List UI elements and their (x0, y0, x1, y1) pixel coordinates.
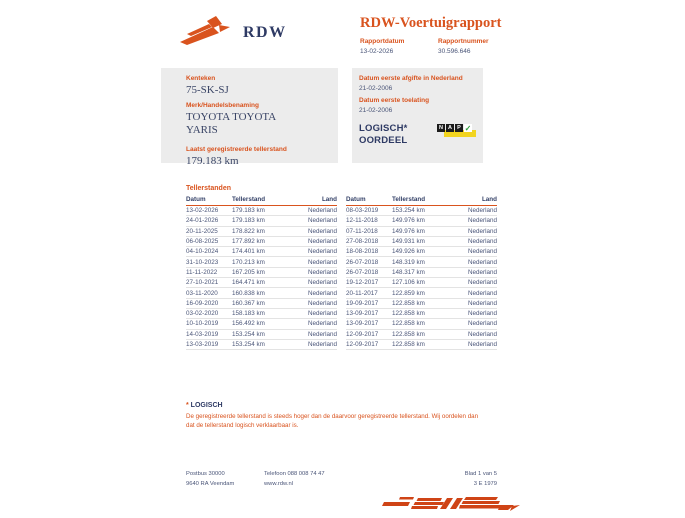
table-cell: 12-11-2018 (346, 216, 392, 226)
laatste-tellerstand-value: 179.183 km (186, 155, 239, 167)
nap-check-icon: ✓ (464, 123, 472, 133)
table-cell: 12-09-2017 (346, 339, 392, 349)
table-cell: 158.183 km (232, 308, 292, 318)
afgifte-label: Datum eerste afgifte in Nederland (359, 75, 463, 82)
registration-info-box (352, 68, 483, 163)
table-cell: 178.822 km (232, 226, 292, 236)
table-cell: 149.976 km (392, 216, 452, 226)
table-row (186, 308, 337, 318)
table-cell: 122.858 km (392, 329, 452, 339)
table-cell: Nederland (452, 319, 497, 329)
table-row (346, 319, 497, 329)
rdw-logo (179, 13, 287, 52)
nap-letter-n: N (437, 124, 445, 132)
table-cell: 170.213 km (232, 257, 292, 267)
table-cell: Nederland (452, 206, 497, 216)
table-cell: 19-09-2017 (346, 298, 392, 308)
table-cell: Nederland (292, 319, 337, 329)
table-cell: 167.205 km (232, 267, 292, 277)
laatste-tellerstand-label: Laatst geregistreerde tellerstand (186, 146, 287, 153)
table-cell: Nederland (452, 288, 497, 298)
table-cell: Nederland (292, 247, 337, 257)
afgifte-value: 21-02-2006 (359, 85, 393, 92)
report-date-block (360, 38, 422, 55)
report-date-label: Rapportdatum (360, 38, 405, 45)
table-cell: 177.892 km (232, 236, 292, 246)
table-cell: 179.183 km (232, 216, 292, 226)
report-meta (360, 38, 500, 55)
table-cell: 160.367 km (232, 298, 292, 308)
table-cell: Nederland (292, 298, 337, 308)
table-cell: 122.858 km (392, 319, 452, 329)
toelating-value: 21-02-2006 (359, 107, 393, 114)
col-header-datum: Datum (346, 195, 392, 206)
table-cell: 06-08-2025 (186, 236, 232, 246)
table-cell: 13-03-2019 (186, 339, 232, 349)
table-row (346, 339, 497, 349)
table-cell: 27-10-2021 (186, 278, 232, 288)
footer-address-line1: Postbus 30000 (186, 471, 225, 477)
kenteken-label: Kenteken (186, 75, 216, 82)
table-cell: 31-10-2023 (186, 257, 232, 267)
table-cell: 13-09-2017 (346, 319, 392, 329)
table-cell: Nederland (452, 216, 497, 226)
table-cell: 11-11-2022 (186, 267, 232, 277)
footer-form-code: 3 E 1979 (473, 480, 497, 487)
footnote-text: De geregistreerde tellerstand is steeds hoger dan de daarvoor geregistreerde tellerstand. Wij oordelen dan dat de tellerstand logisch verklaarbaar is. (186, 413, 479, 429)
footnote-heading (186, 402, 478, 409)
table-cell: 27-08-2018 (346, 236, 392, 246)
table-row (186, 206, 337, 216)
table-cell: Nederland (452, 278, 497, 288)
table-cell: 179.183 km (232, 206, 292, 216)
nap-letter-p: P (455, 124, 463, 132)
table-cell: 13-09-2017 (346, 308, 392, 318)
table-cell: Nederland (292, 216, 337, 226)
table-row (346, 308, 497, 318)
rdw-wing-icon (179, 13, 237, 52)
col-header-land: Land (452, 195, 497, 206)
footnote-asterisk: * (186, 402, 191, 409)
report-number-label: Rapportnummer (438, 38, 489, 45)
table-row (186, 288, 337, 298)
table-cell: Nederland (452, 257, 497, 267)
oordeel-text: LOGISCH* OORDEEL (359, 123, 408, 146)
table-cell: Nederland (292, 288, 337, 298)
table-row (346, 247, 497, 257)
table-row (346, 278, 497, 288)
footnote-heading-text: LOGISCH (190, 402, 223, 409)
table-row (186, 226, 337, 236)
table-cell: Nederland (452, 267, 497, 277)
table-cell: 10-10-2019 (186, 319, 232, 329)
nap-letter-a: A (446, 124, 454, 132)
merk-value: TOYOTA TOYOTA YARIS (186, 111, 276, 136)
table-row (186, 319, 337, 329)
page-footer (186, 470, 497, 489)
table-cell: 156.492 km (232, 319, 292, 329)
footer-address-line2: 9640 RA Veendam (186, 480, 235, 487)
table-cell: Nederland (292, 257, 337, 267)
table-cell: Nederland (452, 247, 497, 257)
table-cell: Nederland (452, 236, 497, 246)
table-row (186, 267, 337, 277)
report-number-block (438, 38, 500, 55)
table-cell: 174.401 km (232, 247, 292, 257)
table-cell: 20-11-2017 (346, 288, 392, 298)
footer-contact (264, 470, 465, 489)
table-cell: 12-09-2017 (346, 329, 392, 339)
nap-logo-icon (437, 124, 477, 139)
table-cell: Nederland (292, 206, 337, 216)
kenteken-value: 75-SK-SJ (186, 84, 229, 96)
table-cell: 149.926 km (392, 247, 452, 257)
table-cell: 122.858 km (392, 339, 452, 349)
table-cell: 08-03-2019 (346, 206, 392, 216)
col-header-tellerstand: Tellerstand (232, 195, 292, 206)
table-cell: 26-07-2018 (346, 257, 392, 267)
table-cell: 164.471 km (232, 278, 292, 288)
table-cell: 13-02-2026 (186, 206, 232, 216)
table-cell: 149.976 km (392, 226, 452, 236)
table-cell: Nederland (292, 267, 337, 277)
table-row (346, 236, 497, 246)
table-cell: 16-09-2020 (186, 298, 232, 308)
table-cell: 19-12-2017 (346, 278, 392, 288)
logisch-footnote (186, 402, 478, 430)
footer-paging (465, 470, 497, 489)
table-row (186, 298, 337, 308)
table-cell: 127.106 km (392, 278, 452, 288)
table-row (186, 257, 337, 267)
table-cell: Nederland (292, 308, 337, 318)
table-row (346, 267, 497, 277)
footer-address (186, 470, 264, 489)
table-cell: 20-11-2025 (186, 226, 232, 236)
tellerstanden-heading: Tellerstanden (186, 185, 231, 192)
oordeel-row (359, 123, 477, 147)
table-row (346, 216, 497, 226)
table-cell: 24-01-2026 (186, 216, 232, 226)
brand-wordmark: RDW (243, 23, 287, 41)
table-row (186, 216, 337, 226)
table-cell: 122.859 km (392, 288, 452, 298)
tellerstanden-table-left (186, 195, 337, 350)
table-cell: Nederland (292, 278, 337, 288)
table-row (186, 278, 337, 288)
table-cell: Nederland (292, 329, 337, 339)
table-cell: 122.858 km (392, 298, 452, 308)
table-cell: Nederland (452, 308, 497, 318)
table-row (346, 226, 497, 236)
table-row (346, 206, 497, 216)
table-cell: 26-07-2018 (346, 267, 392, 277)
vehicle-info-box (161, 68, 338, 167)
table-cell: Nederland (292, 236, 337, 246)
table-cell: 160.838 km (232, 288, 292, 298)
table-row (346, 257, 497, 267)
footer-page-indicator: Blad 1 van 5 (464, 471, 497, 477)
table-cell: 153.254 km (392, 206, 452, 216)
footer-phone: Telefoon 088 008 74 47 (264, 471, 325, 477)
toelating-label: Datum eerste toelating (359, 97, 430, 104)
col-header-datum: Datum (186, 195, 232, 206)
table-row (346, 288, 497, 298)
table-cell: 14-03-2019 (186, 329, 232, 339)
table-cell: 04-10-2024 (186, 247, 232, 257)
col-header-land: Land (292, 195, 337, 206)
table-header-row (186, 195, 337, 206)
table-cell: Nederland (292, 339, 337, 349)
table-row (186, 236, 337, 246)
table-cell: 03-11-2020 (186, 288, 232, 298)
table-row (346, 298, 497, 308)
table-cell: 07-11-2018 (346, 226, 392, 236)
report-date-value: 13-02-2026 (360, 48, 394, 55)
tellerstanden-table-right (346, 195, 497, 350)
table-row (186, 329, 337, 339)
table-cell: 153.254 km (232, 339, 292, 349)
table-cell: Nederland (452, 226, 497, 236)
table-cell: Nederland (452, 339, 497, 349)
table-cell: 03-02-2020 (186, 308, 232, 318)
nap-letter-boxes (437, 124, 472, 132)
table-cell: 149.931 km (392, 236, 452, 246)
report-number-value: 30.596.646 (438, 48, 471, 55)
table-row (346, 329, 497, 339)
table-cell: Nederland (452, 298, 497, 308)
table-row (186, 247, 337, 257)
table-row (186, 339, 337, 349)
col-header-tellerstand: Tellerstand (392, 195, 452, 206)
table-cell: Nederland (292, 226, 337, 236)
table-cell: 18-08-2018 (346, 247, 392, 257)
rdw-speed-stripes-icon (374, 493, 526, 518)
merk-label: Merk/Handelsbenaming (186, 102, 259, 109)
footer-website: www.rdw.nl (264, 480, 293, 487)
table-header-row (346, 195, 497, 206)
table-cell: 148.317 km (392, 267, 452, 277)
table-cell: 153.254 km (232, 329, 292, 339)
table-cell: 148.319 km (392, 257, 452, 267)
table-cell: Nederland (452, 329, 497, 339)
page-title: RDW-Voertuigrapport (360, 15, 502, 31)
tellerstanden-section (186, 185, 497, 350)
table-cell: 122.858 km (392, 308, 452, 318)
